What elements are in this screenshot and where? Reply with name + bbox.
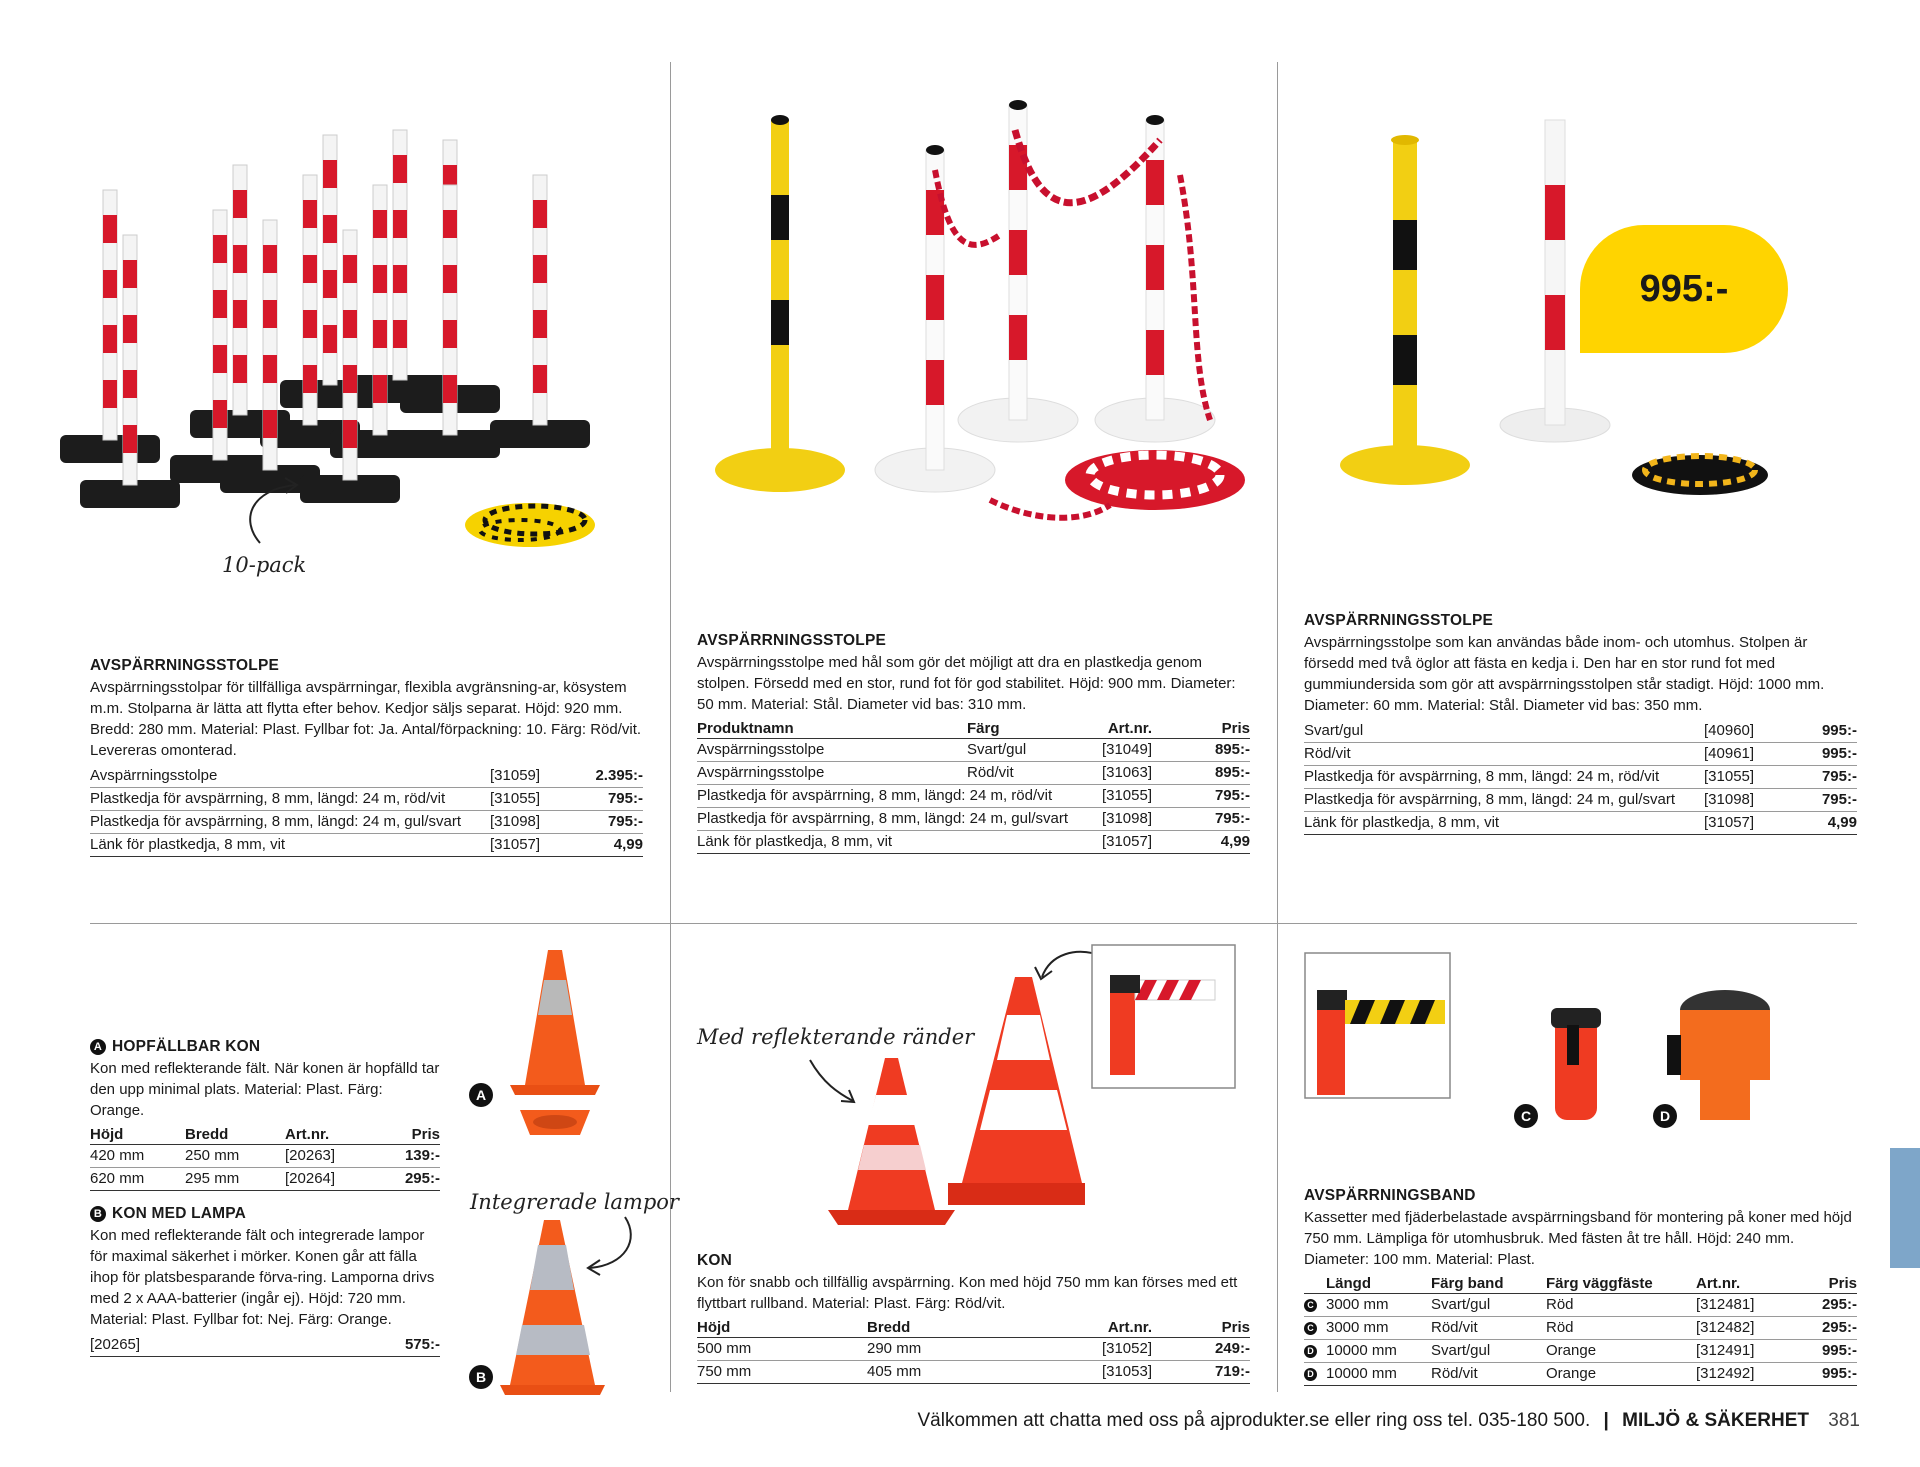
product-name: Plastkedja för avspärrning, 8 mm, längd: 24 m, gul/svart — [1304, 789, 1704, 812]
price: 795:- — [1794, 766, 1857, 789]
reflect-label: Med reflekterande ränder — [697, 1025, 975, 1049]
product-description: Kassetter med fjäderbelastade avspärrningsband för montering på koner med höjd 750 mm. Lämpliga för utomhusbruk. Med fästen åt tre håll. Höjd: 240 mm. Diameter: 100 mm. Material: Plast. — [1304, 1209, 1852, 1268]
price: 139:- — [380, 1145, 440, 1168]
product-name: Plastkedja för avspärrning, 8 mm, längd: 24 m, röd/vit — [90, 788, 490, 811]
price-badge: 995:- — [1580, 225, 1788, 353]
price-table-b — [90, 1334, 440, 1357]
band-color: Röd/vit — [1431, 1317, 1546, 1340]
width: 405 mm — [867, 1361, 1067, 1384]
col-header: Pris — [1152, 719, 1250, 739]
table-row — [1304, 720, 1857, 743]
price: 995:- — [1794, 743, 1857, 766]
col-header: Pris — [380, 1125, 440, 1145]
band-color: Svart/gul — [1431, 1340, 1546, 1363]
col-header: Höjd — [697, 1318, 867, 1338]
price: 895:- — [1152, 762, 1250, 785]
product-name: Plastkedja för avspärrning, 8 mm, längd: 24 m, röd/vit — [697, 785, 1082, 808]
col-header: Pris — [1786, 1274, 1857, 1294]
art-nr: [20263] — [285, 1145, 380, 1168]
art-nr: [31098] — [490, 811, 568, 834]
price-table — [697, 1318, 1250, 1384]
col-header: Längd — [1326, 1274, 1431, 1294]
mount-color: Röd — [1546, 1294, 1696, 1317]
table-row — [1304, 789, 1857, 812]
table-row — [1304, 1294, 1857, 1317]
product-name: Länk för plastkedja, 8 mm, vit — [1304, 812, 1704, 835]
art-nr: [312481] — [1696, 1294, 1786, 1317]
product-name: Röd/vit — [1304, 743, 1704, 766]
table-row — [1304, 743, 1857, 766]
price: 795:- — [568, 788, 643, 811]
color: Röd/vit — [967, 762, 1082, 785]
product-description: Avspärrningsstolpar för tillfälliga avspärrningar, flexibla avgränsning-ar, kösystem m.m. Stolparna är lätta att flytta efter behov. Kedjor säljs separat. Höjd: 920 mm. Bredd: 280 mm. Material: Plast. Fyllbar fot: Ja. Antal/förpackning: 10. Färg: Röd/vit. Levereras omonterad. — [90, 679, 642, 759]
art-nr: [31098] — [1704, 789, 1794, 812]
length: 3000 mm — [1326, 1294, 1431, 1317]
table-row — [697, 808, 1250, 831]
product-3 — [1304, 612, 1857, 835]
tenpack-label: 10-pack — [222, 553, 307, 577]
marker-icon: D — [1304, 1368, 1317, 1381]
table-row — [697, 1361, 1250, 1384]
art-nr: [312492] — [1696, 1363, 1786, 1386]
width: 295 mm — [185, 1168, 285, 1191]
price-table-a — [90, 1125, 440, 1191]
art-nr: [40960] — [1704, 720, 1794, 743]
product-title: AVSPÄRRNINGSBAND — [1304, 1187, 1476, 1204]
product-name: Länk för plastkedja, 8 mm, vit — [697, 831, 1082, 854]
product-title: KON — [697, 1252, 733, 1269]
col-header: Bredd — [867, 1318, 1067, 1338]
row-marker — [1304, 1340, 1326, 1363]
col-header: Art.nr. — [285, 1125, 380, 1145]
table-row — [697, 1338, 1250, 1361]
footer-text: Välkommen att chatta med oss på ajprodukter.se eller ring oss tel. 035-180 500. — [917, 1410, 1591, 1431]
color: Svart/gul — [967, 739, 1082, 762]
product-name: Avspärrningsstolpe — [697, 762, 967, 785]
marker-b: B — [469, 1365, 493, 1389]
page-number: 381 — [1828, 1410, 1860, 1431]
belt-cassette-image — [1305, 950, 1805, 1130]
product-description-b: Kon med reflekterande fält och integrerade lampor för maximal säkerhet i mörker. Konen går att fälla ihop för platsbesparande förva-ring. Lamporna drivs med 2 x AAA-batterier (ingår ej). Höjd: 720 mm. Material: Plast. Fyllbar fot: Nej. Färg: Orange. — [90, 1227, 435, 1328]
page-footer: Välkommen att chatta med oss på ajprodukter.se eller ring oss tel. 035-180 500. | MILJÖ & SÄKERHET 381 — [917, 1410, 1860, 1431]
price: 995:- — [1786, 1363, 1857, 1386]
length: 10000 mm — [1326, 1363, 1431, 1386]
section-name: MILJÖ & SÄKERHET — [1622, 1410, 1810, 1431]
col-header: Art.nr. — [1067, 1318, 1152, 1338]
art-nr: [31057] — [490, 834, 568, 857]
product-title-a: A HOPFÄLLBAR KON — [90, 1038, 440, 1056]
art-nr: [31055] — [490, 788, 568, 811]
art-nr: [31049] — [1082, 739, 1152, 762]
product-name: Svart/gul — [1304, 720, 1704, 743]
product-2 — [697, 632, 1250, 854]
price-table — [90, 765, 643, 857]
product-6 — [1304, 1187, 1857, 1386]
tenpack-arrow — [250, 485, 295, 543]
table-row — [697, 831, 1250, 854]
table-row — [697, 785, 1250, 808]
price: 795:- — [568, 811, 643, 834]
price-table — [1304, 720, 1857, 835]
col-header: Höjd — [90, 1125, 185, 1145]
table-row — [90, 765, 643, 788]
table-row — [90, 834, 643, 857]
table-row — [1304, 1340, 1857, 1363]
marker-b-inline: B — [90, 1206, 106, 1222]
chain-posts-image — [700, 80, 1260, 540]
price: 249:- — [1152, 1338, 1250, 1361]
width: 250 mm — [185, 1145, 285, 1168]
product-description: Kon för snabb och tillfällig avspärrning. Kon med höjd 750 mm kan förses med ett flyttbart rullband. Material: Plast. Färg: Röd/vit. — [697, 1274, 1238, 1312]
art-nr: [31055] — [1082, 785, 1152, 808]
art-nr: [40961] — [1704, 743, 1794, 766]
product-5 — [697, 1252, 1250, 1384]
art-nr: [312491] — [1696, 1340, 1786, 1363]
art-nr: [312482] — [1696, 1317, 1786, 1340]
product-name: Plastkedja för avspärrning, 8 mm, längd: 24 m, gul/svart — [90, 811, 490, 834]
art-nr: [31055] — [1704, 766, 1794, 789]
marker-a-inline: A — [90, 1039, 106, 1055]
lamps-label: Integrerade lampor — [470, 1190, 679, 1214]
price: 4,99 — [568, 834, 643, 857]
col-header: Pris — [1152, 1318, 1250, 1338]
yellow-chain-pile — [465, 503, 595, 547]
marker-a: A — [469, 1083, 493, 1107]
marker-icon: C — [1304, 1299, 1317, 1312]
mount-color: Orange — [1546, 1363, 1696, 1386]
table-row — [90, 1334, 440, 1357]
product-name: Plastkedja för avspärrning, 8 mm, längd: 24 m, röd/vit — [1304, 766, 1704, 789]
col-header: Färg — [967, 719, 1082, 739]
table-row — [90, 811, 643, 834]
product-title: AVSPÄRRNINGSSTOLPE — [90, 657, 280, 674]
price: 795:- — [1152, 808, 1250, 831]
col-header: Färg band — [1431, 1274, 1546, 1294]
col-header: Bredd — [185, 1125, 285, 1145]
price: 295:- — [380, 1168, 440, 1191]
price: 2.395:- — [568, 765, 643, 788]
product-title: AVSPÄRRNINGSSTOLPE — [697, 632, 887, 649]
table-row — [1304, 1317, 1857, 1340]
foldable-cone-image — [500, 950, 620, 1140]
band-color: Svart/gul — [1431, 1294, 1546, 1317]
mount-color: Röd — [1546, 1317, 1696, 1340]
price: 995:- — [1786, 1340, 1857, 1363]
table-row — [697, 739, 1250, 762]
height: 420 mm — [90, 1145, 185, 1168]
art-nr: [31053] — [1067, 1361, 1152, 1384]
price: 4,99 — [1152, 831, 1250, 854]
divider-h1 — [90, 923, 1857, 924]
price: 995:- — [1794, 720, 1857, 743]
art-nr: [20264] — [285, 1168, 380, 1191]
table-row — [697, 762, 1250, 785]
cones-image — [820, 945, 1280, 1245]
price: 575:- — [296, 1334, 440, 1357]
height: 750 mm — [697, 1361, 867, 1384]
price: 719:- — [1152, 1361, 1250, 1384]
product-description: Avspärrningsstolpe med hål som gör det möjligt att dra en plastkedja genom stolpen. Försedd med en stor, rund fot för god stabilitet. Höjd: 900 mm. Diameter: 50 mm. Material: Stål. Diameter vid bas: 310 mm. — [697, 654, 1236, 713]
col-header: Färg väggfäste — [1546, 1274, 1696, 1294]
price: 295:- — [1786, 1294, 1857, 1317]
product-description: Avspärrningsstolpe som kan användas både inom- och utomhus. Stolpen är försedd med två öglor att fästa en kedja i. Den har en stor rund fot med gummiundersida som gör att avspärrningsstolpen står stadigt. Höjd: 1000 mm. Diameter: 60 mm. Material: Stål. Diameter vid bas: 350 mm. — [1304, 634, 1825, 714]
price: 295:- — [1786, 1317, 1857, 1340]
height: 500 mm — [697, 1338, 867, 1361]
table-row — [1304, 812, 1857, 835]
width: 290 mm — [867, 1338, 1067, 1361]
height: 620 mm — [90, 1168, 185, 1191]
row-marker — [1304, 1294, 1326, 1317]
table-row — [1304, 1363, 1857, 1386]
marker-d: D — [1653, 1104, 1677, 1128]
row-marker — [1304, 1317, 1326, 1340]
product-name: Avspärrningsstolpe — [90, 765, 490, 788]
art-nr: [20265] — [90, 1334, 296, 1357]
price: 795:- — [1794, 789, 1857, 812]
art-nr: [31057] — [1082, 831, 1152, 854]
mount-color: Orange — [1546, 1340, 1696, 1363]
marker-c: C — [1514, 1104, 1538, 1128]
table-row — [90, 1145, 440, 1168]
table-row — [90, 788, 643, 811]
ten-pack-posts-image — [90, 100, 650, 600]
col-header: Art.nr. — [1082, 719, 1152, 739]
price: 895:- — [1152, 739, 1250, 762]
table-row — [1304, 766, 1857, 789]
product-1 — [90, 657, 643, 857]
product-name: Avspärrningsstolpe — [697, 739, 967, 762]
row-marker — [1304, 1363, 1326, 1386]
band-color: Röd/vit — [1431, 1363, 1546, 1386]
col-header: Produktnamn — [697, 719, 967, 739]
table-row — [90, 1168, 440, 1191]
product-title: AVSPÄRRNINGSSTOLPE — [1304, 612, 1494, 629]
marker-icon: C — [1304, 1322, 1317, 1335]
art-nr: [31052] — [1067, 1338, 1152, 1361]
product-name: Länk för plastkedja, 8 mm, vit — [90, 834, 490, 857]
product-name: Plastkedja för avspärrning, 8 mm, längd: 24 m, gul/svart — [697, 808, 1082, 831]
price-table — [697, 719, 1250, 854]
marker-icon: D — [1304, 1345, 1317, 1358]
length: 10000 mm — [1326, 1340, 1431, 1363]
price: 4,99 — [1794, 812, 1857, 835]
price: 795:- — [1152, 785, 1250, 808]
product-description-a: Kon med reflekterande fält. När konen är hopfälld tar den upp minimal plats. Material: Plast. Färg: Orange. — [90, 1060, 440, 1119]
price-table — [1304, 1274, 1857, 1386]
art-nr: [31059] — [490, 765, 568, 788]
black-yellow-chain-pile — [1632, 455, 1768, 495]
col-header: Art.nr. — [1696, 1274, 1786, 1294]
cone-with-lamp-image — [500, 1220, 610, 1400]
product-4 — [90, 1038, 440, 1357]
length: 3000 mm — [1326, 1317, 1431, 1340]
section-tab — [1890, 1148, 1920, 1268]
product-title-b: B KON MED LAMPA — [90, 1205, 440, 1223]
art-nr: [31063] — [1082, 762, 1152, 785]
art-nr: [31057] — [1704, 812, 1794, 835]
art-nr: [31098] — [1082, 808, 1152, 831]
col-header-marker — [1304, 1274, 1326, 1294]
